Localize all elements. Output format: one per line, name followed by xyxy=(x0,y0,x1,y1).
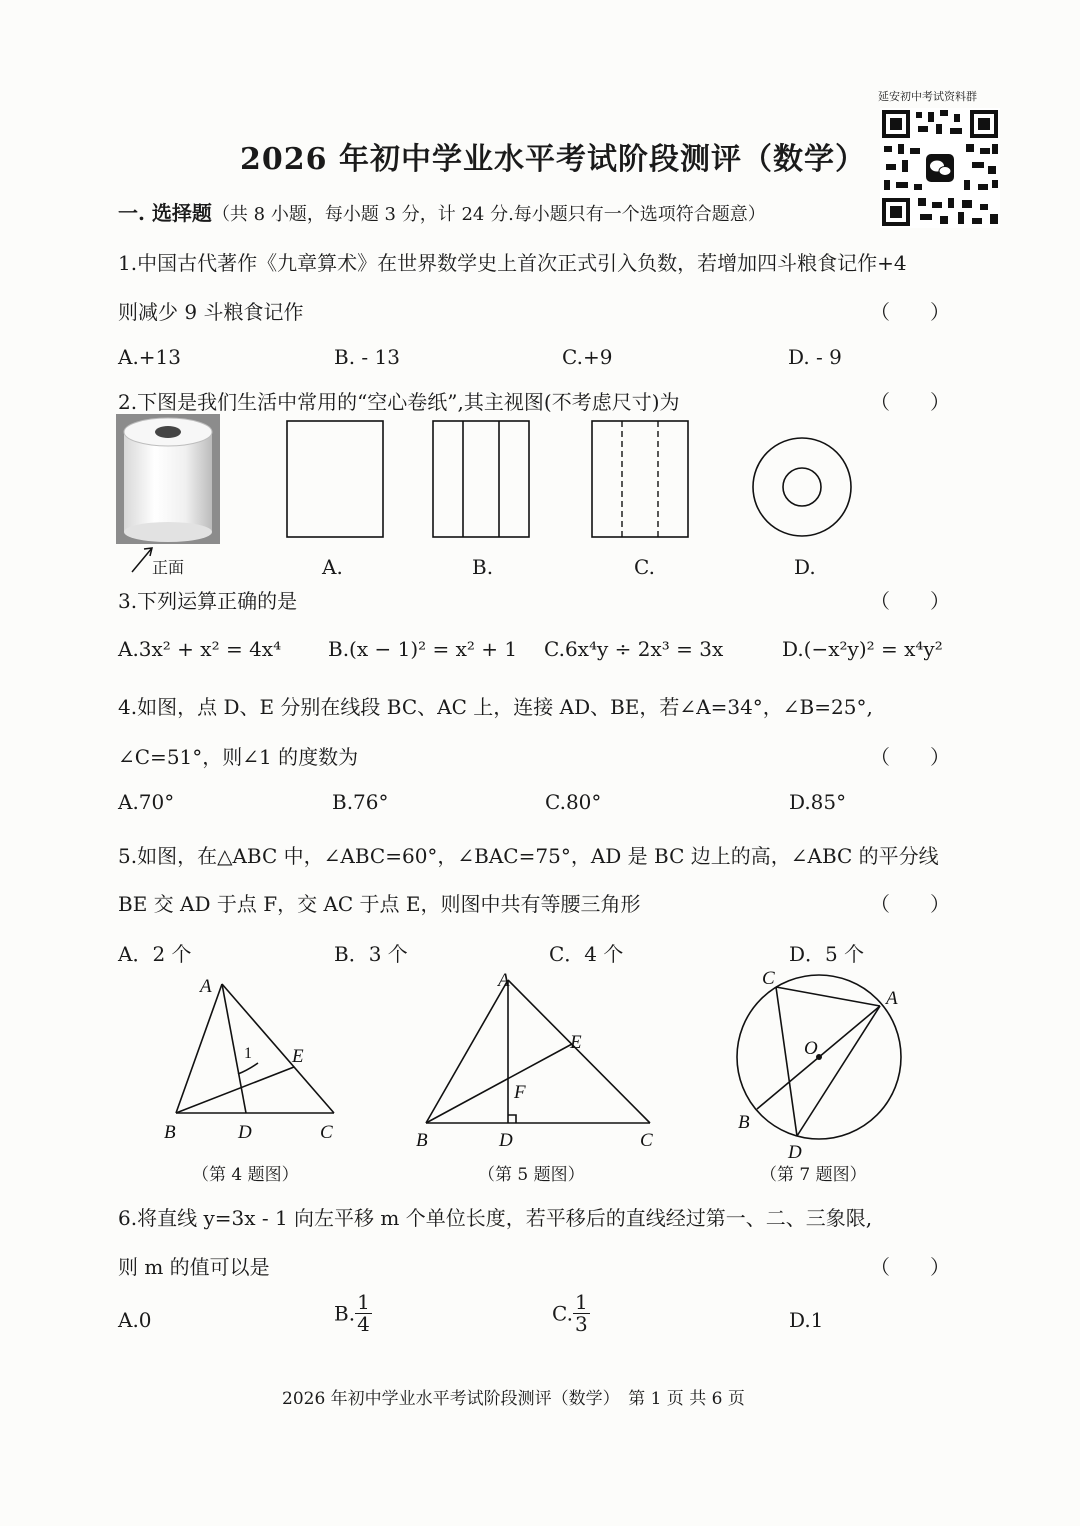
q6-option-c-denominator: 3 xyxy=(574,1312,588,1336)
fig4-label-d: D xyxy=(238,1122,252,1143)
fig5-label-e: E xyxy=(570,1032,582,1053)
q1-option-b: B. - 13 xyxy=(334,345,400,369)
q2-figure-d xyxy=(750,435,854,539)
figure-q7 xyxy=(726,962,916,1162)
q1-option-d: D. - 9 xyxy=(788,345,842,369)
fig5-right-angle-mark xyxy=(508,1115,516,1123)
q6-option-b-numerator: 1 xyxy=(357,1290,370,1314)
q2-label-b: B. xyxy=(472,555,494,579)
q1-answer-blank: （ ） xyxy=(870,300,950,324)
q4-answer-blank: （ ） xyxy=(870,745,950,769)
q2-stem: 2.下图是我们生活中常用的“空心卷纸”,其主视图(不考虑尺寸)为 xyxy=(118,390,680,414)
q6-option-a: A.0 xyxy=(118,1308,152,1332)
q4-option-d: D.85° xyxy=(789,790,847,814)
figure-q4 xyxy=(160,970,350,1150)
fig4-label-a: A xyxy=(200,976,212,997)
fig7-label-a: A xyxy=(886,988,898,1009)
q6-option-c-fraction xyxy=(573,1292,590,1335)
fig7-label-d: D xyxy=(788,1142,802,1162)
section-heading-title: 一. 选择题 xyxy=(118,201,212,225)
q2-answer-blank: （ ） xyxy=(870,390,950,414)
fig5-label-b: B xyxy=(416,1130,428,1151)
fig4-segment-be xyxy=(176,1067,294,1113)
q1-line1: 1.中国古代著作《九章算术》在世界数学史上首次正式引入负数，若增加四斗粮食记作+4 xyxy=(118,251,907,275)
fig5-label-a: A xyxy=(498,970,510,991)
fig5-label-d: D xyxy=(499,1130,513,1151)
q3-option-c: C.6x⁴y ÷ 2x³ = 3x xyxy=(544,637,724,661)
q1-line2: 则减少 9 斗粮食记作 xyxy=(118,300,304,324)
q2-label-d: D. xyxy=(794,555,816,579)
q4-option-a: A.70° xyxy=(118,790,175,814)
fig7-caption: （第 7 题图） xyxy=(760,1165,867,1185)
q5-line1: 5.如图，在△ABC 中，∠ABC=60°，∠BAC=75°，AD 是 BC 边上的高，∠ABC 的平分线 xyxy=(118,844,939,868)
fig7-chord-ad xyxy=(797,1006,880,1136)
fig4-angle-arc xyxy=(238,1063,258,1074)
q5-option-a: A．2 个 xyxy=(118,942,192,966)
q2-label-c: C. xyxy=(634,555,655,579)
q6-option-d: D.1 xyxy=(789,1308,824,1332)
q3-option-a: A.3x² + x² = 4x⁴ xyxy=(118,637,282,661)
fig4-side-ab xyxy=(176,984,222,1113)
qr-label: 延安初中考试资料群 xyxy=(878,90,977,103)
fig5-caption: （第 5 题图） xyxy=(478,1165,585,1185)
fig4-caption: （第 4 题图） xyxy=(192,1165,299,1185)
q6-option-c-numerator: 1 xyxy=(574,1290,588,1314)
q5-option-c: C．4 个 xyxy=(549,942,624,966)
qr-code xyxy=(880,108,1000,228)
q5-option-b: B．3 个 xyxy=(334,942,408,966)
figure-q5 xyxy=(410,964,660,1154)
q5-option-d: D．5 个 xyxy=(789,942,865,966)
q3-stem: 3.下列运算正确的是 xyxy=(118,589,298,613)
fig4-label-c: C xyxy=(320,1122,333,1143)
q6-line1: 6.将直线 y=3x - 1 向左平移 m 个单位长度，若平移后的直线经过第一、二、三象限, xyxy=(118,1206,873,1230)
q5-answer-blank: （ ） xyxy=(870,892,950,916)
q6-option-b xyxy=(334,1292,372,1335)
q4-option-b: B.76° xyxy=(332,790,389,814)
fig7-label-c: C xyxy=(762,968,775,989)
q2-label-a: A. xyxy=(322,555,343,579)
fig5-label-c: C xyxy=(640,1130,653,1151)
q6-option-b-denominator: 4 xyxy=(357,1312,370,1336)
fig7-chord-cd xyxy=(776,987,797,1136)
q6-answer-blank: （ ） xyxy=(870,1255,950,1279)
q6-option-c-prefix: C. xyxy=(552,1301,573,1326)
q3-option-d: D.(−x²y)² = x⁴y² xyxy=(782,637,943,661)
q6-option-b-fraction xyxy=(355,1292,372,1335)
fig5-label-f: F xyxy=(514,1082,526,1103)
q5-line2: BE 交 AD 于点 F，交 AC 于点 E，则图中共有等腰三角形 xyxy=(118,892,641,916)
page-footer: 2026 年初中学业水平考试阶段测评（数学） 第 1 页 共 6 页 xyxy=(282,1389,745,1409)
q6-option-c xyxy=(552,1292,590,1335)
toilet-paper-image xyxy=(116,414,220,544)
fig4-label-e: E xyxy=(292,1046,304,1067)
q2-figure-c xyxy=(591,420,691,540)
q6-option-b-prefix: B. xyxy=(334,1301,356,1326)
q1-option-a: A.+13 xyxy=(118,345,182,369)
q2-figure-b xyxy=(432,420,532,540)
q4-line1: 4.如图，点 D、E 分别在线段 BC、AC 上，连接 AD、BE，若∠A=34°，∠B=25°, xyxy=(118,695,873,719)
fig7-label-o: O xyxy=(804,1038,818,1059)
fig4-label-b: B xyxy=(164,1122,176,1143)
q3-answer-blank: （ ） xyxy=(870,589,950,613)
q3-option-b: B.(x − 1)² = x² + 1 xyxy=(328,637,518,661)
fig7-chord-ca xyxy=(776,987,880,1006)
q2-figure-a xyxy=(286,420,386,540)
front-label: 正面 xyxy=(152,558,185,577)
q1-option-c: C.+9 xyxy=(562,345,613,369)
q4-option-c: C.80° xyxy=(545,790,602,814)
q6-line2: 则 m 的值可以是 xyxy=(118,1255,270,1279)
fig4-side-ac xyxy=(222,984,334,1113)
fig4-label-angle1: 1 xyxy=(244,1045,252,1062)
section-heading xyxy=(118,197,766,226)
page-title: 2026 年初中学业水平考试阶段测评（数学） xyxy=(240,142,866,177)
fig7-label-b: B xyxy=(738,1112,750,1133)
q4-line2: ∠C=51°，则∠1 的度数为 xyxy=(118,745,359,769)
section-heading-note: （共 8 小题，每小题 3 分，计 24 分.每小题只有一个选项符合题意） xyxy=(211,204,766,225)
